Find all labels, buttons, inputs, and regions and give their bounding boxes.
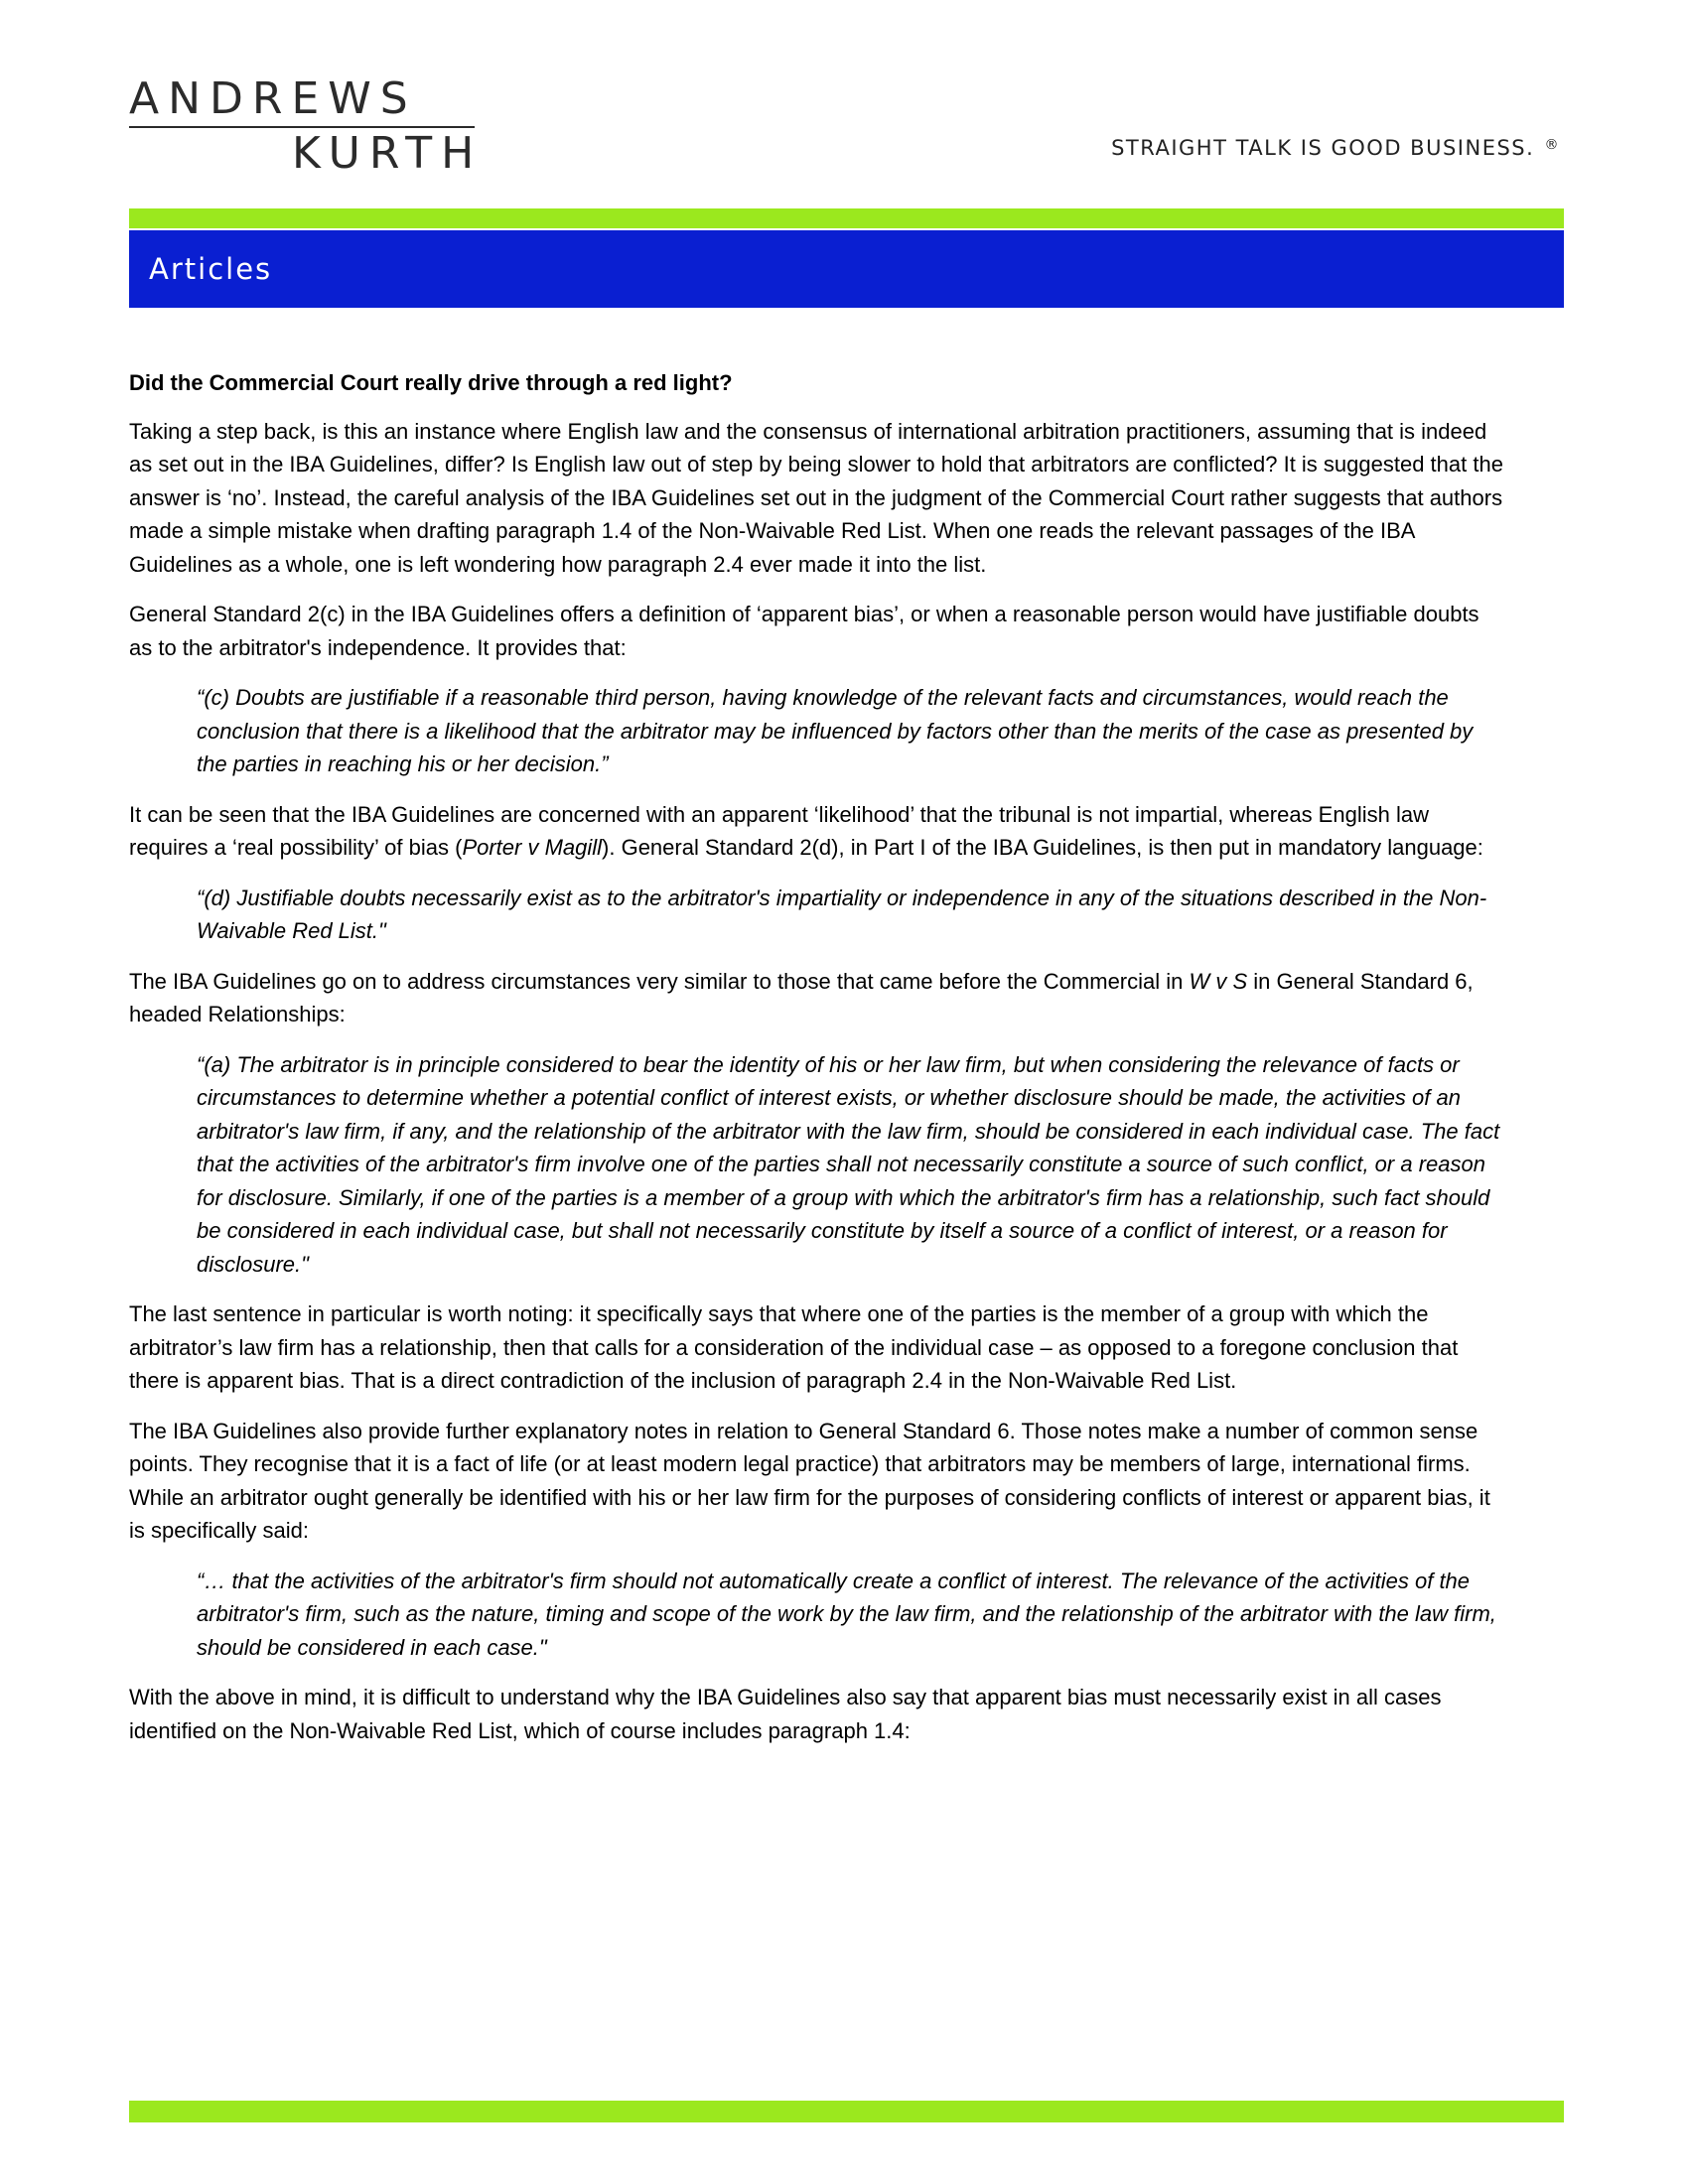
case-citation-w-v-s: W v S	[1189, 968, 1248, 994]
paragraph-3-text-start: It can be seen that the IBA Guidelines are concerned with an apparent ‘likelihood’ that the tribunal is not impartial, whereas English law requires a ‘real possibility’ of bias (	[129, 801, 1429, 860]
paragraph-6: The IBA Guidelines also provide further explanatory notes in relation to General Standard 6. Those notes make a number of common sense points. They recognise that it is a fact of life (or at least modern legal practice) that arbitrators may be members of large, international firms. While an arbitrator ought generally be identified with his or her law firm for the purposes of considering conflicts of interest or apparent bias, it is specifically said:	[129, 1418, 1490, 1543]
section-title: Articles	[149, 252, 273, 286]
tagline-text: STRAIGHT TALK IS GOOD BUSINESS.	[1111, 136, 1535, 160]
article-body	[129, 366, 1504, 1764]
logo-text-andrews: ANDREWS	[129, 73, 417, 124]
paragraph-4	[129, 965, 1504, 1031]
paragraph-5: The last sentence in particular is worth noting: it specifically says that where one of the parties is the member of a group with which the arbitrator’s law firm has a relationship, then that calls for a consideration of the individual case – as opposed to a foregone conclusion that there is apparent bias. That is a direct contradiction of the inclusion of paragraph 2.4 in the Non-Waivable Red List.	[129, 1301, 1459, 1393]
logo-text-kurth: KURTH	[292, 128, 484, 179]
paragraph-4-text-start: The IBA Guidelines go on to address circumstances very similar to those that came before the Commercial in	[129, 968, 1190, 994]
paragraph-1: Taking a step back, is this an instance where English law and the consensus of international arbitration practitioners, assuming that is indeed as set out in the IBA Guidelines, differ? Is English law out of step by being slower to hold that arbitrators are conflicted? It is suggested that the answer is ‘no’. Instead, the careful analysis of the IBA Guidelines set out in the judgment of the Commercial Court rather suggests that authors made a simple mistake when drafting paragraph 1.4 of the Non-Waivable Red List. When one reads the relevant passages of the IBA Guidelines as a whole, one is left wondering how paragraph 2.4 ever made it into the list.	[129, 418, 1503, 577]
firm-logo	[129, 73, 484, 179]
bottom-accent-bar	[129, 2101, 1564, 2122]
paragraph-3	[129, 798, 1504, 865]
section-banner	[129, 230, 1564, 308]
tagline	[1111, 136, 1560, 160]
paragraph-4-text-end: in General Standard 6, headed Relationships:	[129, 968, 1474, 1026]
registered-mark: ®	[1544, 137, 1560, 153]
quote-general-standard-6a: “(a) The arbitrator is in principle considered to bear the identity of his or her law firm, but when considering the relevance of facts or circumstances to determine whether a potential conflict of interest exists, or whether disclosure should be made, the activities of an arbitrator's law firm, if any, and the relationship of the arbitrator with the law firm, should be considered in each individual case. The fact that the activities of the arbitrator's firm involve one of the parties shall not necessarily constitute a source of such conflict, or a reason for disclosure. Similarly, if one of the parties is a member of a group with which the arbitrator's firm has a relationship, such fact should be considered in each individual case, but shall not necessarily constitute by itself a source of a conflict of interest, or a reason for disclosure."	[197, 1051, 1500, 1277]
case-citation-porter-v-magill: Porter v Magill	[462, 835, 603, 860]
top-accent-bar	[129, 208, 1564, 228]
paragraph-2: General Standard 2(c) in the IBA Guidelines offers a definition of ‘apparent bias’, or when a reasonable person would have justifiable doubts as to the arbitrator's independence. It provides that:	[129, 602, 1479, 660]
quote-general-standard-2c: “(c) Doubts are justifiable if a reasonable third person, having knowledge of the relevant facts and circumstances, would reach the conclusion that there is a likelihood that the arbitrator may be influenced by factors other than the merits of the case as presented by the parties in reaching his or her decision.”	[197, 685, 1474, 776]
paragraph-3-text-end: ). General Standard 2(d), in Part I of the IBA Guidelines, is then put in mandatory language:	[602, 835, 1483, 860]
quote-explanatory-note: “… that the activities of the arbitrator's firm should not automatically create a conflict of interest. The relevance of the activities of the arbitrator's firm, such as the nature, timing and scope of the work by the law firm, and the relationship of the arbitrator with the law firm, should be considered in each case."	[197, 1568, 1496, 1660]
quote-general-standard-2d: “(d) Justifiable doubts necessarily exist as to the arbitrator's impartiality or independence in any of the situations described in the Non-Waivable Red List."	[197, 885, 1487, 943]
paragraph-7: With the above in mind, it is difficult to understand why the IBA Guidelines also say that apparent bias must necessarily exist in all cases identified on the Non-Waivable Red List, which of course includes paragraph 1.4:	[129, 1685, 1442, 1743]
article-heading: Did the Commercial Court really drive through a red light?	[129, 370, 733, 395]
